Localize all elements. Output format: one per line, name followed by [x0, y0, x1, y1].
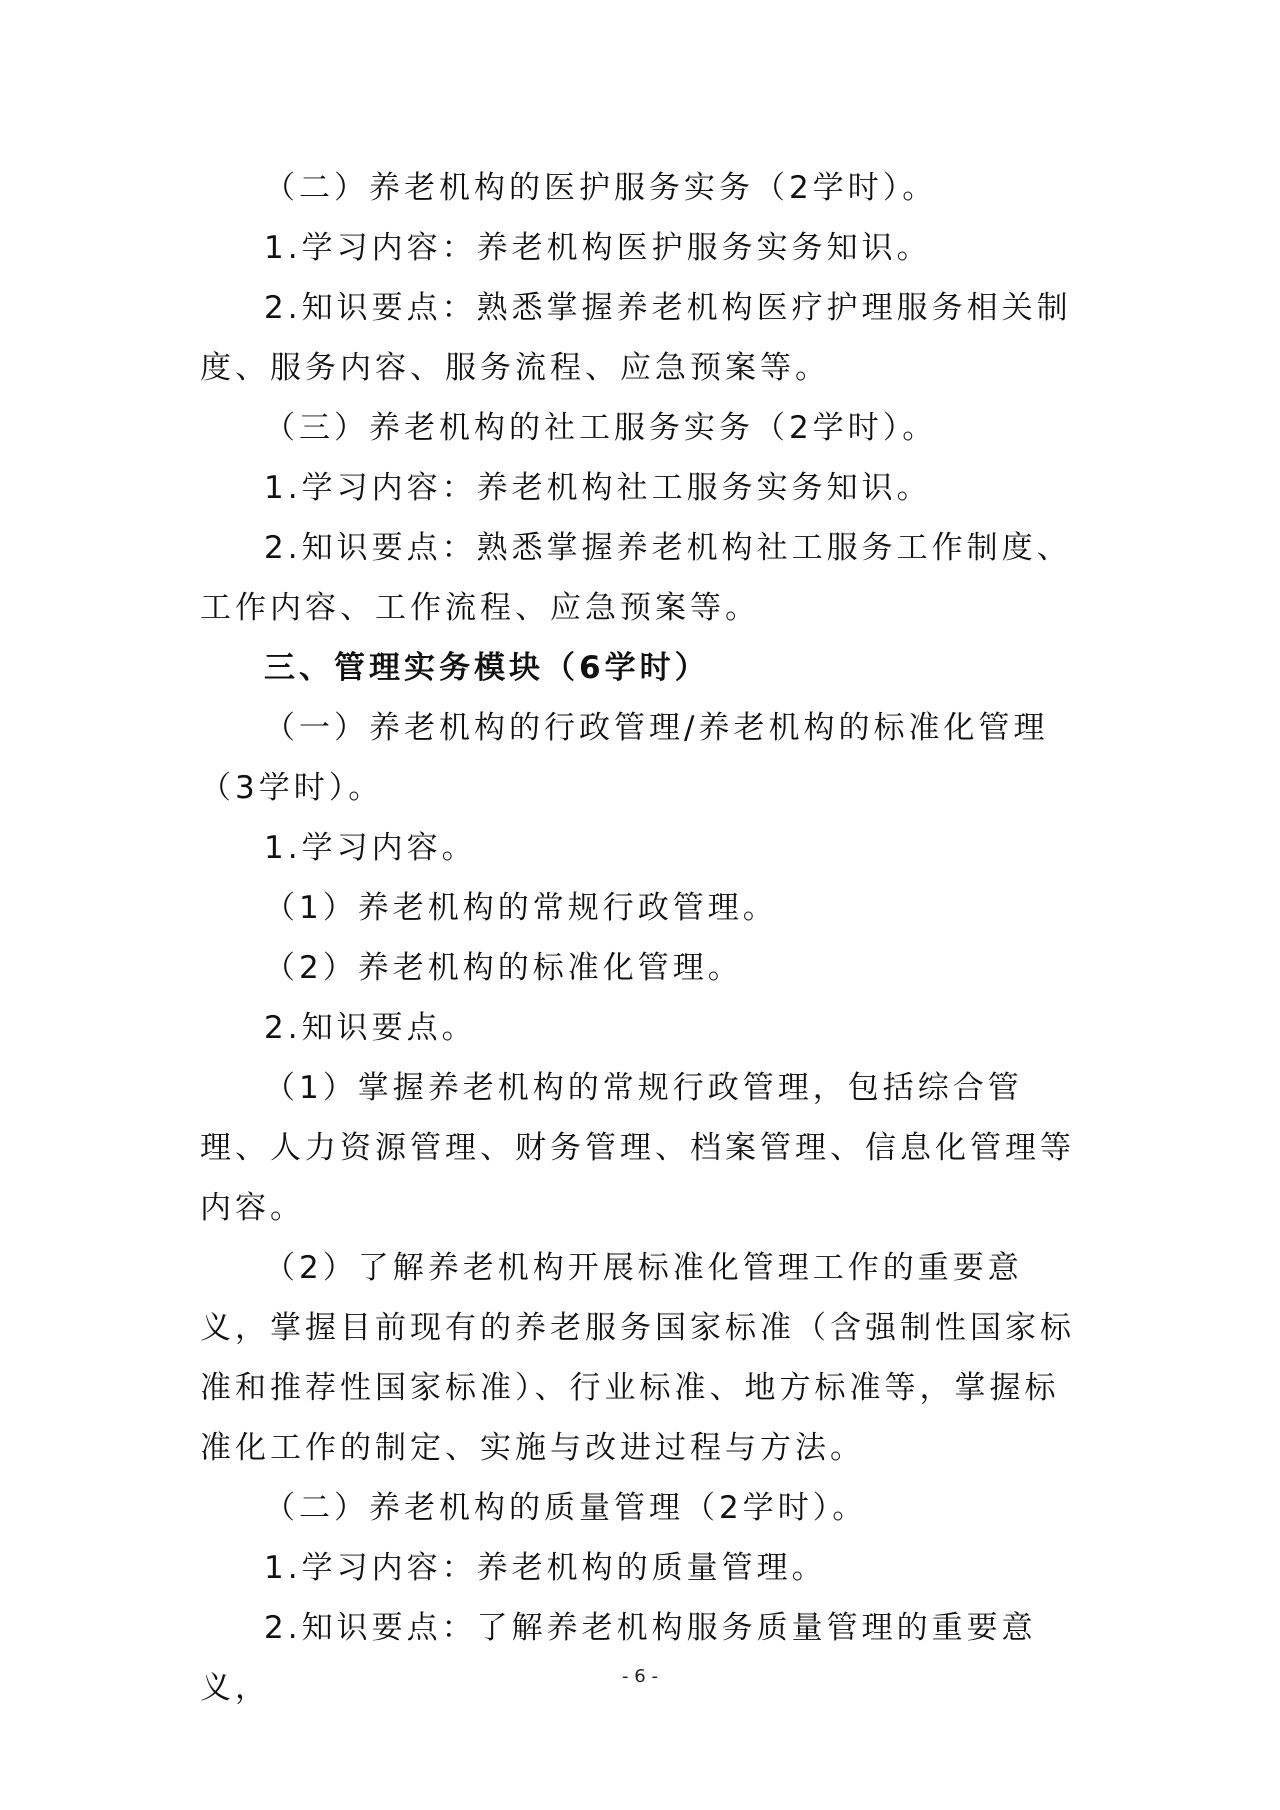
- paragraph-16: 1.学习内容：养老机构的质量管理。: [264, 1550, 827, 1586]
- paragraph-10: （1）养老机构的常规行政管理。: [264, 890, 778, 926]
- paragraph-11: （2）养老机构的标准化管理。: [264, 950, 743, 986]
- paragraph-9: 1.学习内容。: [264, 830, 477, 866]
- paragraph-12: 2.知识要点。: [264, 1010, 477, 1046]
- paragraph-8: （一）养老机构的行政管理/养老机构的标准化管理（3学时）。: [200, 710, 1049, 806]
- paragraph-4: （三）养老机构的社工服务实务（2学时）。: [264, 410, 938, 446]
- section-heading: 三、管理实务模块（6学时）: [264, 650, 710, 686]
- paragraph-14: （2）了解养老机构开展标准化管理工作的重要意义，掌握目前现有的养老服务国家标准（含强制性国家标准和推荐性国家标准）、行业标准、地方标准等，掌握标准化工作的制定、实施与改进过程与方法。: [200, 1250, 1075, 1466]
- paragraph-2: 1.学习内容：养老机构医护服务实务知识。: [264, 230, 932, 266]
- paragraph-5: 1.学习内容：养老机构社工服务实务知识。: [264, 470, 932, 506]
- paragraph-17: 2.知识要点：了解养老机构服务质量管理的重要意义，: [200, 1610, 1037, 1706]
- page-number: - 6 -: [622, 1666, 658, 1687]
- paragraph-3: 2.知识要点：熟悉掌握养老机构医疗护理服务相关制度、服务内容、服务流程、应急预案等。: [200, 290, 1072, 386]
- paragraph-6: 2.知识要点：熟悉掌握养老机构社工服务工作制度、工作内容、工作流程、应急预案等。: [200, 530, 1072, 626]
- document-body: [200, 158, 1088, 1718]
- paragraph-1: （二）养老机构的医护服务实务（2学时）。: [264, 170, 938, 206]
- paragraph-15: （二）养老机构的质量管理（2学时）。: [264, 1490, 868, 1526]
- paragraph-13: （1）掌握养老机构的常规行政管理，包括综合管理、人力资源管理、财务管理、档案管理、信息化管理等内容。: [200, 1070, 1075, 1226]
